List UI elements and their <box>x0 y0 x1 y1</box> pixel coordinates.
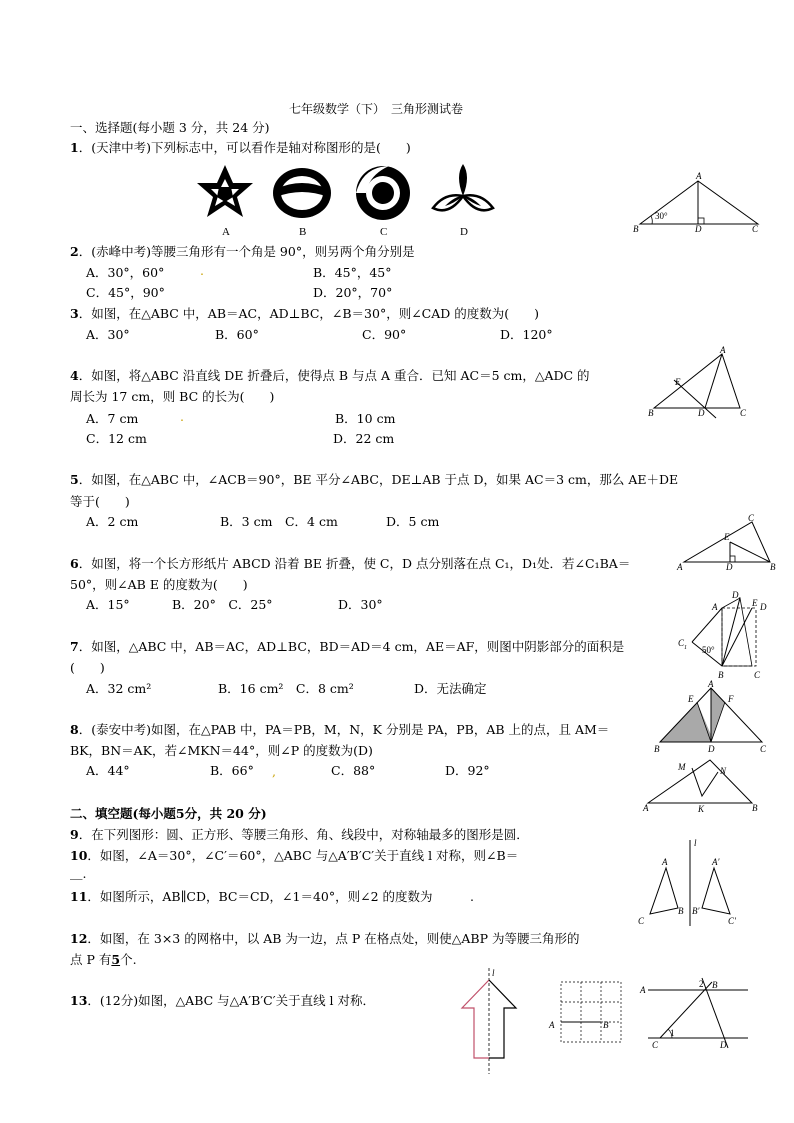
logo-b-icon <box>273 168 331 218</box>
q2-option-a[interactable]: A．30°，60° <box>86 265 165 280</box>
question-5-cont: 等于( ) <box>70 494 130 509</box>
svg-text:D: D <box>720 1040 727 1050</box>
logo-c-icon <box>356 166 410 220</box>
svg-text:B: B <box>648 408 654 418</box>
svg-text:A: A <box>708 680 714 689</box>
q6-option-bc[interactable]: B．20° C．25° <box>172 597 273 612</box>
svg-text:C: C <box>754 670 761 680</box>
svg-text:C: C <box>752 224 759 234</box>
svg-text:A: A <box>720 346 726 355</box>
svg-text:C′: C′ <box>728 916 736 926</box>
figure-q6 <box>674 586 784 682</box>
svg-text:A: A <box>662 857 668 867</box>
figure-q3 <box>630 170 770 236</box>
q7-option-bc[interactable]: B．16 cm² C．8 cm² <box>218 681 354 696</box>
svg-text:B′: B′ <box>692 906 700 916</box>
svg-text:D: D <box>760 602 767 612</box>
svg-text:B: B <box>633 224 639 234</box>
logo-a-icon <box>197 165 253 217</box>
logo-label-a: A <box>222 226 230 238</box>
svg-text:A: A <box>549 1020 555 1030</box>
svg-text:1: 1 <box>670 1028 675 1038</box>
svg-text:C: C <box>760 744 767 754</box>
q8-option-b[interactable]: B．66° <box>210 763 254 778</box>
svg-text:B: B <box>718 670 724 680</box>
svg-text:C: C <box>748 513 755 523</box>
question-4-cont: 周长为 17 cm，则 BC 的长为( ) <box>70 389 275 404</box>
question-6-cont: 50°，则∠AB E 的度数为( ) <box>70 577 248 592</box>
question-6: 6．如图，将一个长方形纸片 ABCD 沿着 BE 折叠，使 C，D 点分别落在点 C₁，D₁处．若∠C₁BA＝ <box>70 556 631 571</box>
q4-option-d[interactable]: D．22 cm <box>333 431 395 446</box>
svg-text:D: D <box>695 224 702 234</box>
svg-text:C: C <box>678 638 685 648</box>
figure-q7 <box>650 680 772 756</box>
question-4: 4．如图，将△ABC 沿直线 DE 折叠后，使得点 B 与点 A 重合．已知 AC＝5 cm，△ADC 的 <box>70 368 590 383</box>
figure-q8 <box>640 756 766 816</box>
figure-q5 <box>676 510 786 574</box>
svg-text:E: E <box>688 694 694 704</box>
svg-text:A: A <box>712 602 718 612</box>
q5-option-d[interactable]: D．5 cm <box>386 514 440 529</box>
q3-option-c[interactable]: C．90° <box>362 327 407 342</box>
svg-text:B: B <box>752 803 758 813</box>
svg-text:A: A <box>677 562 683 572</box>
svg-text:50°: 50° <box>702 645 715 655</box>
question-8-cont: BK，BN＝AK，若∠MKN＝44°，则∠P 的度数为(D) <box>70 743 373 758</box>
section-choice-heading: 一、选择题(每小题 3 分，共 24 分) <box>70 120 270 135</box>
svg-text:A: A <box>640 985 646 995</box>
question-12-cont: 点 P 有5个. <box>70 952 137 967</box>
svg-text:E: E <box>675 377 681 387</box>
svg-text:1: 1 <box>738 597 741 603</box>
svg-text:E: E <box>752 598 758 608</box>
q6-option-d[interactable]: D．30° <box>338 597 383 612</box>
svg-text:N: N <box>720 766 727 776</box>
logo-d-icon <box>433 164 493 210</box>
question-7: 7．如图，△ABC 中，AB＝AC，AD⊥BC，BD＝AD＝4 cm，AE＝AF，则图中阴影部分的面积是 <box>70 639 625 654</box>
svg-text:A: A <box>643 803 649 813</box>
q4-option-a[interactable]: A．7 cm <box>86 411 139 426</box>
q8-dot: , <box>272 764 276 779</box>
question-12: 12．如图，在 3×3 的网格中，以 AB 为一边，点 P 在格点处，则使△ABP 为等腰三角形的 <box>70 931 580 946</box>
q8-option-d[interactable]: D．92° <box>445 763 490 778</box>
q3-option-a[interactable]: A．30° <box>86 327 130 342</box>
svg-text:E: E <box>724 532 730 542</box>
svg-text:M: M <box>678 762 686 772</box>
q6-option-a[interactable]: A．15° <box>86 597 130 612</box>
svg-text:l: l <box>694 838 697 848</box>
question-13: 13．(12分)如图，△ABC 与△A′B′C′关于直线 l 对称． <box>70 993 376 1008</box>
section-fill-heading: 二、填空题(每小题5分，共 20 分) <box>70 806 267 821</box>
q3-option-d[interactable]: D．120° <box>500 327 553 342</box>
logo-label-c: C <box>380 226 388 238</box>
q4-dot: . <box>180 409 184 424</box>
q8-option-a[interactable]: A．44° <box>86 763 130 778</box>
question-1: 1．(天津中考)下列标志中，可以看作是轴对称图形的是( ) <box>70 140 411 155</box>
q5-option-bc[interactable]: B．3 cm C．4 cm <box>220 514 338 529</box>
question-8: 8．(泰安中考)如图，在△PAB 中，PA＝PB，M，N，K 分别是 PA，PB，AB 上的点，且 AM＝ <box>70 722 610 737</box>
logo-label-d: D <box>460 226 468 238</box>
q4-option-c[interactable]: C．12 cm <box>86 431 147 446</box>
q5-option-a[interactable]: A．2 cm <box>86 514 139 529</box>
question-3: 3．如图，在△ABC 中，AB＝AC，AD⊥BC，∠B＝30°，则∠CAD 的度数为( ) <box>70 306 540 321</box>
figure-q11 <box>636 974 762 1052</box>
svg-text:D: D <box>708 744 715 754</box>
q2-option-b[interactable]: B．45°，45° <box>313 265 392 280</box>
question-9: 9．在下列图形：圆、正方形、等腰三角形、角、线段中，对称轴最多的图形是圆． <box>70 827 529 842</box>
svg-text:B: B <box>603 1020 609 1030</box>
q1-logos <box>190 160 510 230</box>
question-7-cont: ( ) <box>70 660 105 675</box>
q8-option-c[interactable]: C．88° <box>331 763 376 778</box>
svg-text:F: F <box>728 694 734 704</box>
svg-text:D: D <box>726 562 733 572</box>
svg-text:B: B <box>770 562 776 572</box>
svg-text:B: B <box>654 744 660 754</box>
q3-option-b[interactable]: B．60° <box>215 327 259 342</box>
q2-option-c[interactable]: C．45°，90° <box>86 285 165 300</box>
q7-option-d[interactable]: D．无法确定 <box>414 681 487 696</box>
question-10-cont: ＿. <box>70 866 87 881</box>
svg-text:A: A <box>696 171 702 181</box>
question-11: 11．如图所示，AB∥CD，BC＝CD，∠1＝40°，则∠2 的度数为 . <box>70 889 475 904</box>
svg-text:l: l <box>492 968 495 978</box>
svg-text:B: B <box>712 980 718 990</box>
q2-dot: . <box>200 263 204 278</box>
figure-q13 <box>456 964 526 1076</box>
figure-q10 <box>632 836 742 928</box>
question-2: 2．(赤峰中考)等腰三角形有一个角是 90°，则另两个角分别是 <box>70 244 415 259</box>
page-title: 七年级数学（下） 三角形测试卷 <box>289 102 464 116</box>
q4-option-b[interactable]: B．10 cm <box>335 411 396 426</box>
svg-text:D: D <box>698 408 705 418</box>
question-10: 10．如图，∠A＝30°，∠C′＝60°，△ABC 与△A′B′C′关于直线 l 对称，则∠B＝ <box>70 848 519 863</box>
svg-text:K: K <box>698 804 705 814</box>
logo-label-b: B <box>299 226 307 238</box>
svg-text:1: 1 <box>684 645 687 651</box>
svg-text:A′: A′ <box>712 857 720 867</box>
svg-text:C: C <box>652 1040 659 1050</box>
svg-text:2: 2 <box>699 979 704 989</box>
svg-text:D: D <box>732 590 739 600</box>
svg-text:30°: 30° <box>655 211 668 221</box>
svg-text:C: C <box>740 408 747 418</box>
figure-q4 <box>644 346 754 422</box>
svg-text:C: C <box>638 916 645 926</box>
figure-q12 <box>545 976 631 1048</box>
svg-text:B: B <box>678 906 684 916</box>
q7-option-a[interactable]: A．32 cm² <box>86 681 152 696</box>
q2-option-d[interactable]: D．20°，70° <box>313 285 393 300</box>
question-5: 5．如图，在△ABC 中，∠ACB＝90°，BE 平分∠ABC，DE⊥AB 于点 D，如果 AC＝3 cm，那么 AE＋DE <box>70 472 679 487</box>
